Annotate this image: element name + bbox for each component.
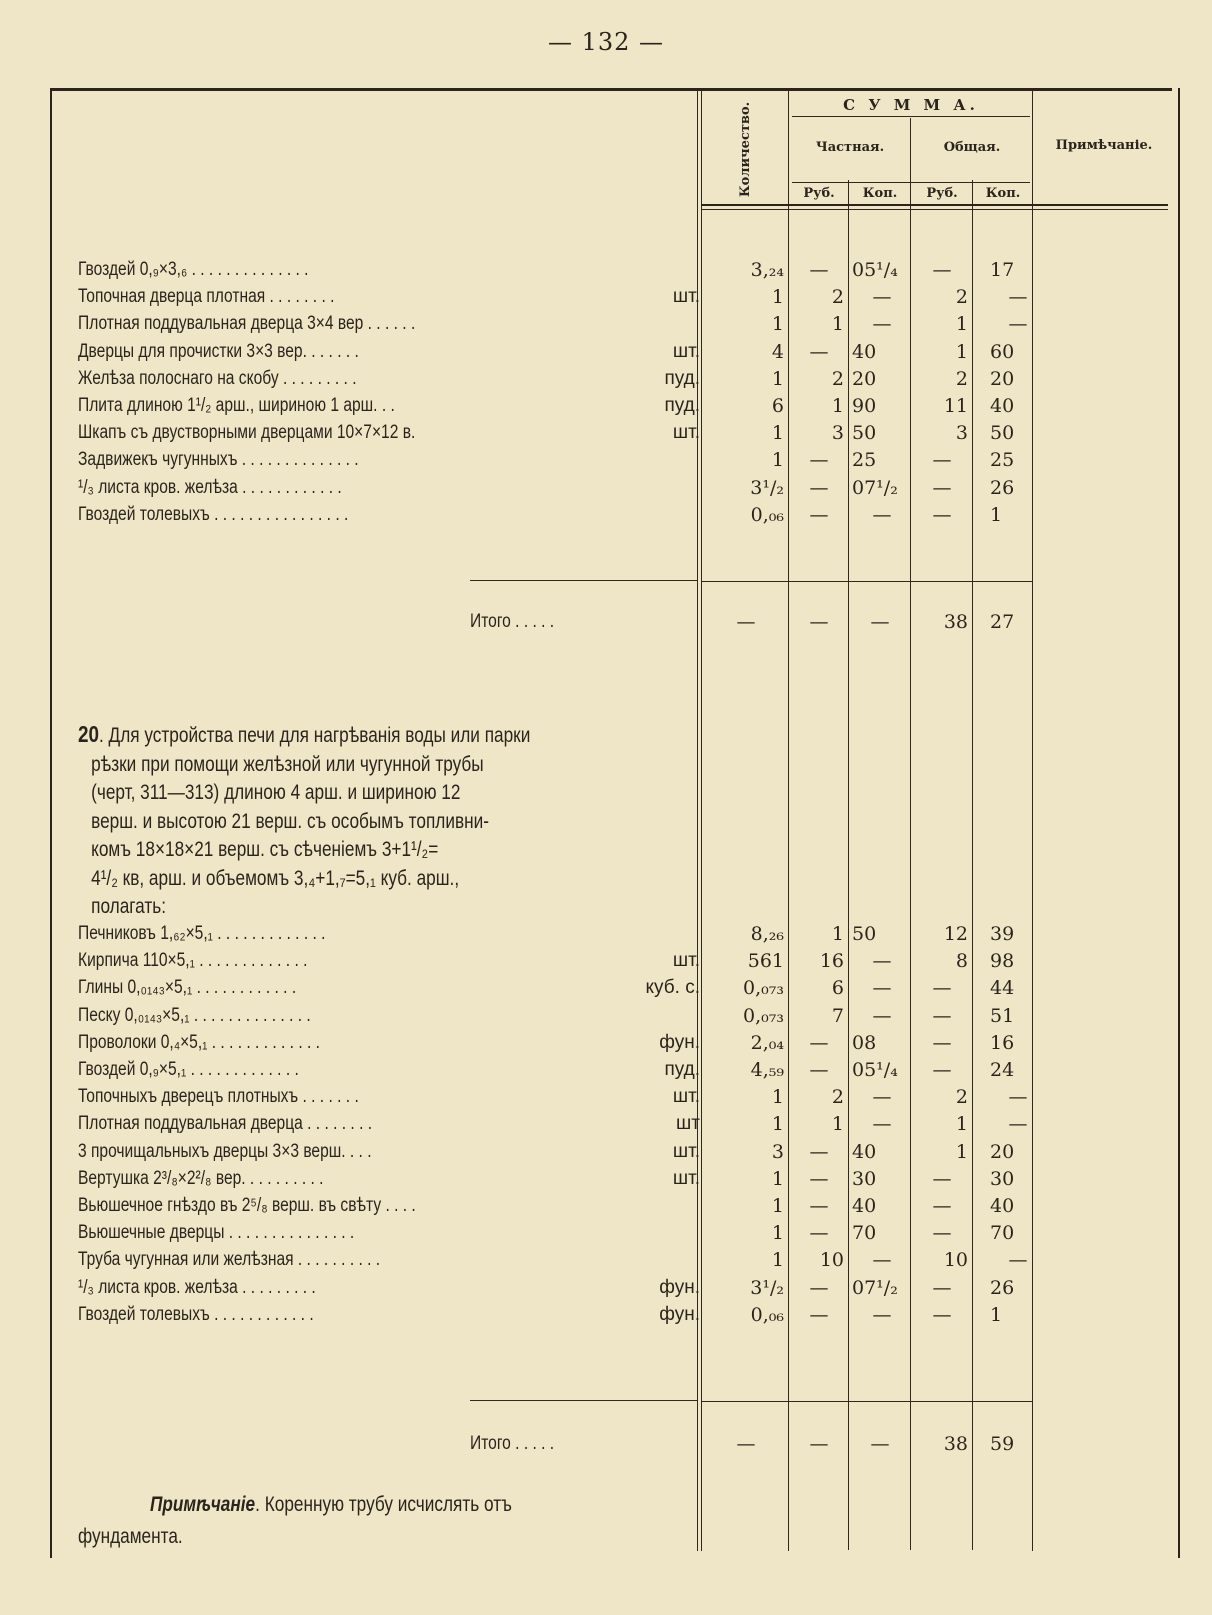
sum-header: С У М М А. — [843, 96, 979, 114]
item-total-rub: 1 — [955, 313, 968, 336]
item-quantity: 6 — [771, 395, 784, 417]
table-row — [78, 947, 1178, 975]
item-total-kop: 98 — [990, 950, 1015, 973]
item-partial-rub: — — [809, 1031, 829, 1054]
item-partial-kop: — — [872, 1249, 892, 1272]
item-unit: шт. — [672, 422, 700, 444]
item-unit — [638, 1246, 700, 1274]
item-total-rub: — — [932, 259, 952, 281]
item-total-rub: — — [932, 449, 952, 472]
item-partial-kop: 40 — [852, 340, 877, 363]
item-partial-kop: 20 — [852, 367, 877, 390]
item-total-rub: — — [932, 1222, 952, 1245]
table-row — [78, 920, 1178, 948]
total-partial-kop: — — [870, 611, 890, 633]
item-total-kop: 40 — [990, 395, 1015, 417]
item-total-rub: 1 — [955, 1113, 968, 1136]
item-partial-rub: — — [809, 1303, 829, 1326]
item-quantity: 0,₀₆ — [750, 503, 784, 526]
item-description: Топочная дверца плотная . . . . . . . . — [78, 286, 335, 308]
item-partial-rub: — — [809, 340, 829, 363]
item-description: Труба чугунная или желѣзная . . . . . . . . . . — [78, 1249, 381, 1271]
item-quantity: 0,₀₇₃ — [743, 1004, 784, 1027]
total-partial-rub: — — [809, 1433, 829, 1455]
item-total-kop: 40 — [990, 1195, 1015, 1217]
item-quantity: 1 — [771, 422, 784, 445]
item-partial-rub: 10 — [819, 1249, 844, 1272]
item-quantity: 3¹/₂ — [750, 1276, 784, 1299]
item-partial-kop: — — [872, 977, 892, 1000]
sum-underline — [792, 116, 1030, 117]
item-total-kop: 26 — [990, 476, 1015, 499]
item-partial-rub: — — [809, 259, 829, 281]
item-unit — [638, 474, 700, 502]
item-description: Топочныхъ дверецъ плотныхъ . . . . . . . — [78, 1086, 359, 1108]
item-unit: куб. с. — [645, 977, 700, 999]
item-partial-rub: 1 — [831, 1113, 844, 1136]
item-quantity: 1 — [771, 367, 784, 390]
total-partial-rub: — — [809, 611, 829, 633]
total-qty: — — [736, 1433, 756, 1455]
item-partial-rub: — — [809, 1167, 829, 1190]
item-total-rub: — — [932, 1059, 952, 1081]
item-description: ¹/₃ листа кров. желѣза . . . . . . . . . — [78, 1276, 316, 1298]
table-row — [78, 419, 1178, 447]
item-unit: шт. — [672, 340, 700, 362]
table-row — [78, 392, 1178, 420]
item-total-kop: 30 — [990, 1167, 1015, 1190]
paragraph-line: полагать: — [91, 895, 167, 918]
item-partial-kop: — — [872, 950, 892, 973]
item-total-rub: — — [932, 503, 952, 526]
item-total-rub: 2 — [955, 1086, 968, 1109]
total-qty: — — [736, 611, 756, 633]
item-total-rub: 3 — [955, 422, 968, 445]
paragraph-line: 4¹/₂ кв, арш. и объемомъ 3,₄+1,₇=5,₁ куб. арш., — [91, 866, 460, 890]
item-description: Плотная поддувальная дверца . . . . . . . . — [78, 1113, 373, 1135]
item-partial-rub: — — [809, 476, 829, 499]
item-quantity: 1 — [771, 286, 784, 309]
item-partial-kop: — — [872, 503, 892, 526]
item-total-rub: — — [932, 1004, 952, 1027]
item-description: Задвижекъ чугунныхъ . . . . . . . . . . . . . . — [78, 449, 359, 471]
item-description: Желѣза полоснаго на скобу . . . . . . . . . — [78, 367, 357, 389]
section-2-total-row — [78, 1430, 1178, 1458]
item-partial-kop: 70 — [852, 1222, 877, 1245]
table-row — [78, 474, 1178, 502]
table-row — [78, 283, 1178, 311]
item-quantity: 3 — [771, 1140, 784, 1163]
item-unit: шт. — [672, 1086, 700, 1108]
rubkop-line — [792, 182, 1030, 183]
table-row — [78, 338, 1178, 366]
item-quantity: 1 — [771, 1086, 784, 1109]
total-total-kop: 27 — [990, 611, 1015, 633]
item-total-kop: — — [1008, 286, 1028, 309]
item-unit: шт. — [672, 1140, 700, 1162]
item-total-kop: 1 — [990, 1303, 1003, 1326]
item-partial-rub: 3 — [831, 422, 844, 445]
item-quantity: 561 — [747, 950, 784, 973]
item-total-kop: 51 — [990, 1004, 1015, 1027]
table-row — [78, 1110, 1178, 1138]
item-total-rub: 2 — [955, 286, 968, 309]
item-unit: шт. — [672, 950, 700, 972]
item-partial-rub: — — [809, 1222, 829, 1245]
item-quantity: 4,₅₉ — [750, 1059, 784, 1081]
page-number: — 132 — — [547, 28, 665, 56]
item-total-kop: 1 — [990, 503, 1003, 526]
section-number: 20 — [78, 721, 99, 747]
item-unit — [638, 1002, 700, 1030]
item-unit: фун. — [659, 1031, 700, 1053]
item-total-kop: 60 — [990, 340, 1015, 363]
item-quantity: 1 — [771, 313, 784, 336]
item-total-kop: 44 — [990, 977, 1015, 1000]
item-partial-kop: 07¹/₂ — [852, 1276, 898, 1299]
item-quantity: 2,₀₄ — [750, 1031, 784, 1054]
item-total-rub: — — [932, 1031, 952, 1054]
total-label: Итого . . . . . — [470, 611, 555, 632]
paragraph-line: . Для устройства печи для нагрѣванія воды или парки — [98, 724, 531, 747]
table-top-border — [52, 88, 1172, 91]
item-partial-rub: 1 — [831, 395, 844, 417]
item-description: Вьюшечные дверцы . . . . . . . . . . . . . . . — [78, 1222, 355, 1244]
item-description: Гвоздей 0,₉×3,₆ . . . . . . . . . . . . . . — [78, 259, 309, 280]
item-total-rub: 11 — [943, 395, 968, 417]
partial-header: Частная. — [815, 140, 885, 155]
item-partial-rub: 16 — [819, 950, 844, 973]
item-unit — [638, 1192, 700, 1220]
footnote-text: . Коренную трубу исчислять отъ — [255, 1493, 512, 1516]
total-total-kop: 59 — [990, 1433, 1015, 1455]
total-label: Итого . . . . . — [470, 1433, 555, 1454]
item-partial-rub: 2 — [831, 1086, 844, 1109]
item-quantity: 8,₂₆ — [750, 923, 784, 945]
item-description: Шкапъ съ двустворными дверцами 10×7×12 в. — [78, 422, 416, 444]
total-total-rub: 38 — [943, 1433, 968, 1455]
table-row — [78, 1192, 1178, 1220]
item-quantity: 1 — [771, 1195, 784, 1217]
item-partial-rub: 7 — [831, 1004, 844, 1027]
table-right-border — [1178, 88, 1180, 1558]
paragraph-line: (черт, 311—313) длиною 4 арш. и шириною 12 — [91, 781, 461, 804]
table-row — [78, 1029, 1178, 1057]
item-partial-kop: — — [872, 313, 892, 336]
item-quantity: 1 — [771, 449, 784, 472]
section-2-total-rule — [470, 1400, 697, 1401]
total-kop-header: Коп. — [985, 186, 1021, 201]
item-partial-rub: — — [809, 1059, 829, 1081]
item-partial-rub: 2 — [831, 367, 844, 390]
table-row — [78, 1138, 1178, 1166]
item-unit: шт. — [672, 1167, 700, 1189]
item-unit — [638, 1219, 700, 1247]
item-total-kop: — — [1008, 1249, 1028, 1272]
item-unit: шт. — [672, 286, 700, 308]
item-description: ¹/₃ листа кров. желѣза . . . . . . . . . . . . — [78, 476, 342, 498]
table-row — [78, 974, 1178, 1002]
item-quantity: 1 — [771, 1222, 784, 1245]
header-bottom-border — [702, 204, 1168, 206]
item-description: Дверцы для прочистки 3×3 вер. . . . . . . — [78, 340, 359, 362]
total-header: Общая. — [943, 140, 1001, 155]
item-quantity: 0,₀₇₃ — [743, 977, 784, 1000]
table-row — [78, 1246, 1178, 1274]
item-unit — [638, 446, 700, 474]
item-quantity: 1 — [771, 1167, 784, 1190]
item-total-kop: — — [1008, 313, 1028, 336]
item-unit — [638, 310, 700, 338]
footnote-continuation: фундамента. — [78, 1525, 183, 1548]
partial-kop-header: Коп. — [862, 186, 898, 201]
total-partial-kop: — — [870, 1433, 890, 1455]
item-quantity: 0,₀₆ — [750, 1303, 784, 1326]
item-description: Кирпича 110×5,₁ . . . . . . . . . . . . . — [78, 950, 308, 972]
item-total-rub: — — [932, 1195, 952, 1217]
item-unit: фун. — [659, 1303, 700, 1325]
item-unit: шт — [676, 1113, 700, 1135]
item-partial-kop: — — [872, 1004, 892, 1027]
partial-rub-header: Руб. — [803, 186, 835, 201]
item-partial-kop: 40 — [852, 1195, 877, 1217]
item-partial-kop: 30 — [852, 1167, 877, 1190]
item-total-kop: 26 — [990, 1276, 1015, 1299]
item-partial-rub: 2 — [831, 286, 844, 309]
item-total-rub: — — [932, 1303, 952, 1326]
item-total-rub: — — [932, 1276, 952, 1299]
item-total-rub: 1 — [955, 1140, 968, 1163]
item-total-rub: 10 — [943, 1249, 968, 1272]
item-partial-rub: 1 — [831, 923, 844, 945]
item-description: Гвоздей толевыхъ . . . . . . . . . . . . . . . . — [78, 503, 349, 525]
item-partial-rub: — — [809, 503, 829, 526]
item-partial-rub: 1 — [831, 313, 844, 336]
item-partial-kop: 05¹/₄ — [852, 1059, 898, 1081]
paragraph-line: рѣзки при помощи желѣзной или чугунной трубы — [91, 752, 484, 776]
table-row — [78, 1002, 1178, 1030]
item-partial-kop: 08 — [852, 1031, 877, 1054]
item-description: Гвоздей толевыхъ . . . . . . . . . . . . — [78, 1303, 314, 1325]
section-2-paragraph — [78, 720, 630, 922]
section-1-total-rule-right — [702, 581, 1032, 582]
item-partial-kop: 50 — [852, 422, 877, 445]
section-1-total-rule — [470, 580, 697, 581]
item-total-rub: 2 — [955, 367, 968, 390]
section-1-total-row — [78, 608, 1178, 636]
item-partial-kop: — — [872, 1303, 892, 1326]
item-unit — [638, 501, 700, 529]
item-total-kop: 17 — [990, 259, 1015, 281]
header-bottom-border-2 — [702, 209, 1168, 210]
item-partial-rub: — — [809, 1140, 829, 1163]
item-description: Глины 0,₀₁₄₃×5,₁ . . . . . . . . . . . . — [78, 977, 297, 999]
section-2-total-rule-right — [702, 1401, 1032, 1402]
paragraph-line: верш. и высотою 21 верш. съ особымъ топливни- — [91, 809, 489, 833]
item-unit: пуд. — [664, 1059, 700, 1080]
table-row — [78, 1083, 1178, 1111]
item-total-kop: — — [1008, 1113, 1028, 1136]
table-row — [78, 365, 1178, 393]
item-unit — [638, 920, 700, 948]
item-unit: пуд. — [664, 367, 700, 389]
item-total-kop: 20 — [990, 1140, 1015, 1163]
table-row — [78, 310, 1178, 338]
item-partial-kop: — — [872, 1086, 892, 1109]
item-partial-kop: 07¹/₂ — [852, 476, 898, 499]
item-description: Плотная поддувальная дверца 3×4 вер . . . . . . — [78, 313, 416, 335]
item-partial-rub: — — [809, 1276, 829, 1299]
footnote-label: Примѣчаніе — [150, 1493, 256, 1516]
item-quantity: 4 — [771, 340, 784, 363]
item-unit — [638, 256, 700, 284]
total-total-rub: 38 — [943, 611, 968, 633]
item-quantity: 3¹/₂ — [750, 476, 784, 499]
item-total-rub: — — [932, 476, 952, 499]
table-row — [78, 501, 1178, 529]
item-total-rub: 8 — [955, 950, 968, 973]
total-rub-header: Руб. — [926, 186, 958, 201]
item-quantity: 3,₂₄ — [750, 259, 784, 281]
item-partial-kop: 05¹/₄ — [852, 259, 898, 281]
item-total-kop: 70 — [990, 1222, 1015, 1245]
item-total-kop: 25 — [990, 449, 1015, 472]
item-partial-kop: 50 — [852, 923, 877, 945]
table-row — [78, 256, 1178, 284]
table-row — [78, 446, 1178, 474]
item-partial-rub: — — [809, 1195, 829, 1217]
item-total-kop: 24 — [990, 1059, 1015, 1081]
item-partial-kop: — — [872, 286, 892, 309]
item-unit: фун. — [659, 1276, 700, 1298]
table-row — [78, 1219, 1178, 1247]
item-unit: пуд. — [664, 395, 700, 416]
item-partial-kop: 90 — [852, 395, 877, 417]
item-total-kop: 20 — [990, 367, 1015, 390]
item-total-kop: — — [1008, 1086, 1028, 1109]
item-total-kop: 50 — [990, 422, 1015, 445]
item-partial-rub: 6 — [831, 977, 844, 1000]
item-partial-kop: 40 — [852, 1140, 877, 1163]
item-description: Вьюшечное гнѣздо въ 2⁵/₈ верш. въ свѣту . . . . — [78, 1195, 416, 1216]
item-description: Вертушка 2³/₈×2²/₈ вер. . . . . . . . . . — [78, 1167, 324, 1189]
quantity-header: Количество. — [738, 101, 754, 197]
item-total-kop: 39 — [990, 923, 1015, 945]
item-partial-rub: — — [809, 449, 829, 472]
paragraph-line: комъ 18×18×21 верш. съ сѣченіемъ 3+1¹/₂= — [91, 838, 439, 861]
item-total-rub: — — [932, 1167, 952, 1190]
table-row — [78, 1274, 1178, 1302]
item-total-rub: 1 — [955, 340, 968, 363]
item-description: Песку 0,₀₁₄₃×5,₁ . . . . . . . . . . . . . . — [78, 1004, 311, 1026]
item-description: Гвоздей 0,₉×5,₁ . . . . . . . . . . . . . — [78, 1059, 299, 1080]
item-description: Плита длиною 1¹/₂ арш., шириною 1 арш. . . — [78, 395, 395, 416]
note-header: Примѣчаніе. — [1055, 138, 1153, 153]
item-description: 3 прочищальныхъ дверцы 3×3 верш. . . . — [78, 1140, 372, 1162]
item-partial-kop: — — [872, 1113, 892, 1136]
item-total-rub: 12 — [943, 923, 968, 945]
table-row — [78, 1056, 1178, 1084]
item-partial-kop: 25 — [852, 449, 877, 472]
item-quantity: 1 — [771, 1113, 784, 1136]
table-left-border — [50, 88, 52, 1558]
table-row — [78, 1301, 1178, 1329]
item-description: Печниковъ 1,₆₂×5,₁ . . . . . . . . . . . . . — [78, 923, 326, 944]
item-description: Проволоки 0,₄×5,₁ . . . . . . . . . . . . . — [78, 1031, 320, 1053]
footnote — [150, 1490, 591, 1520]
table-row — [78, 1165, 1178, 1193]
item-total-rub: — — [932, 977, 952, 1000]
item-total-kop: 16 — [990, 1031, 1015, 1054]
item-quantity: 1 — [771, 1249, 784, 1272]
